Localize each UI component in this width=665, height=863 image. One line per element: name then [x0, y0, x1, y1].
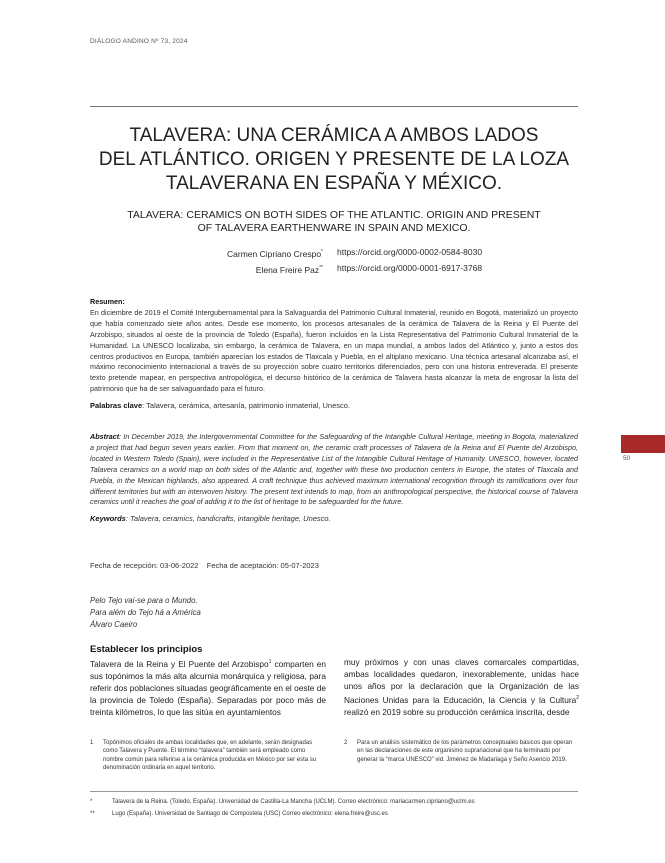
- body-text: muy próximos y con unas claves comarcales compartidas, ambas localidades quedaron, inexorablemente, unidas hace unos años por la declaración que la Organización de las Naciones Unidas para la Educación, la Ciencia y la Cultura: [344, 657, 579, 706]
- title-line: DEL ATLÁNTICO. ORIGEN Y PRESENTE DE LA LOZA: [98, 149, 570, 170]
- author-orcid[interactable]: https://orcid.org/0000-0001-6917-3768: [337, 262, 483, 273]
- keywords-text: : Talavera, cerámica, artesanía, patrimonio inmaterial, Unesco.: [142, 401, 350, 411]
- footnote-text: Para un análisis sistemático de los parámetros conceptuales básicos que operan en las declaraciones de este organismo supranacional que ha terminado por generar la “marca UNESCO” vid. Jiménez de Madariaga y Seño Asencio 2019.: [357, 740, 573, 763]
- keywords: [90, 514, 578, 525]
- keywords-label: Palabras clave: [90, 401, 143, 411]
- dates: Fecha de recepción: 03-06-2022 Fecha de aceptación: 05-07-2023: [90, 561, 319, 570]
- affiliation: [90, 810, 578, 818]
- author-list: [90, 245, 578, 277]
- author-name-text: Elena Freire Paz: [255, 264, 320, 275]
- title-line: TALAVERANA EN ESPAÑA Y MÉXICO.: [165, 173, 503, 194]
- abstract-text: [90, 432, 578, 508]
- page-number: 50: [623, 455, 631, 462]
- affiliation-mark: **: [90, 811, 95, 817]
- author-name: [90, 261, 337, 277]
- title-english: [90, 209, 578, 235]
- running-head: DIÁLOGO ANDINO Nº 73, 2024: [90, 38, 188, 45]
- body-text: realizó en 2019 sobre su producción cerámica inscrita, desde: [344, 707, 570, 718]
- title-spanish: [90, 124, 578, 196]
- epigraph-line: Pelo Tejo vai-se para o Mundo.: [90, 596, 198, 605]
- footnote: [344, 739, 579, 764]
- footnote-text: Topónimos oficiales de ambas localidades que, en adelante, serán designadas como Talavera y Puente. El término “talavera” también será empleado como nombre común para referirse a la cerámica producida en México por ser esta su denominación ordinaria en aquel territorio.: [103, 740, 317, 771]
- title-line: OF TALAVERA EARTHENWARE IN SPAIN AND MEXICO.: [197, 222, 471, 234]
- author-row: [90, 261, 578, 277]
- footnote-rule: [90, 791, 578, 792]
- page-tab-marker: [621, 435, 665, 453]
- author-mark: *: [321, 249, 323, 255]
- affiliation-text: Lugo (España). Universidad de Santiago de Compostela (USC) Correo electrónico: elena.freire@usc.es: [112, 811, 388, 817]
- epigraph-line: Para além do Tejo há a América: [90, 608, 201, 617]
- body-text: comparten en sus topónimos la más alta alcurnia monárquica y religiosa, para referir dos poblaciones situadas geográficamente en el oeste de la provincia de Toledo (España). Separadas por poco más de treinta kilómetros, lo que las sitúa en ayuntamientos: [90, 658, 326, 718]
- title-line: TALAVERA: CERAMICS ON BOTH SIDES OF THE ATLANTIC. ORIGIN AND PRESENT: [127, 209, 541, 221]
- affiliation-mark: *: [90, 799, 93, 805]
- abstract-label: Abstract: [90, 432, 120, 441]
- title-line: TALAVERA: UNA CERÁMICA A AMBOS LADOS: [129, 125, 539, 146]
- author-mark: **: [319, 264, 323, 271]
- palabras-clave: [90, 401, 578, 412]
- abstract-section: [90, 432, 578, 525]
- footnote-ref[interactable]: 1: [268, 659, 272, 665]
- author-name-text: Carmen Cipriano Crespo: [227, 248, 322, 259]
- resumen-section: [90, 297, 578, 412]
- author-name: [90, 245, 337, 261]
- footnote-number: 2: [344, 740, 348, 746]
- keywords-text: : Talavera, ceramics, handicrafts, intangible heritage, Unesco.: [125, 514, 331, 524]
- header-rule: [90, 106, 578, 107]
- author-row: [90, 245, 578, 261]
- resumen-label: Resumen:: [90, 297, 125, 306]
- section-heading: Establecer los principios: [90, 644, 203, 655]
- abstract-body: : In December 2019, the Intergovernmental Committee for the Safeguarding of the Intangible Cultural Heritage, meeting in Bogota, materialized a project that had begun seven years earlier. From that moment on, the ceramic craft processes of Talavera de la Reina and El Puente del Arzobispo, located in Western Toledo (Spain), were included in the Representative List of the Intangible Cultural Heritage of Humanity. UNESCO, however, located Talavera ceramics on a world map on both sides of the Atlantic and, together with these two production centers in Europe, the states of Tlaxcala and Puebla, in the Mexican highlands, also appeared. A craft technique thus achieved maximum international recognition through its ramifications over four different territories but with an interwoven history. The present text intends to map, from an anthropological perspective, the historical course of Talavera ceramics until it reaches the goal of adding it to the list of heritage to be safeguarded for the future.: [90, 432, 578, 507]
- author-orcid[interactable]: https://orcid.org/0000-0002-0584-8030: [337, 247, 483, 257]
- body-column-right: [344, 656, 579, 718]
- footnote-ref[interactable]: 2: [576, 695, 579, 702]
- body-column-left: [90, 656, 326, 718]
- body-text: Talavera de la Reina y El Puente del Arzobispo: [90, 658, 269, 669]
- keywords-label: Keywords: [90, 514, 126, 524]
- epigraph-author: Álvaro Caeiro: [90, 620, 138, 629]
- affiliation: [90, 798, 578, 806]
- affiliation-text: Talavera de la Reina. (Toledo, España). Universidad de Castilla-La Mancha (UCLM). Correo electrónico: mariacarmen.cipriano@uclm.es: [112, 799, 475, 805]
- footnote: [90, 739, 326, 772]
- epigraph: [90, 595, 201, 631]
- resumen-text: En diciembre de 2019 el Comité Intergubernamental para la Salvaguardia del Patrimonio Cultural Inmaterial, reunido en Bogotá, materializó un proyecto que había comenzado siete años antes. Desde ese momento, los procesos artesanales de la cerámica de Talavera de la Reina y El Puente del Arzobispo, situados al oeste de la provincia de Toledo (España), fueron incluidos en la Lista Representativa del Patrimonio Cultural Inmaterial de la Humanidad. La UNESCO localizaba, sin embargo, la cerámica de Talavera, en un mapa mundial, a ambos lados del Atlántico y, junto a estos dos centros productivos en Europa, también aparecían los estados de Tlaxcala y Puebla, en el altiplano mexicano. Una técnica artesanal alcanzaba así, el máximo reconocimiento internacional a través de su proyección sobre cuatro territorios diferenciados, pero con una historia entreverada. El presente texto pretende mapear, en perspectiva antropológica, el decurso histórico de la cerámica de Talavera hasta alcanzar la meta de engrosar la lista del patrimonio que ha de ser salvaguardado para el futuro.: [90, 307, 578, 394]
- footnote-number: 1: [90, 740, 94, 746]
